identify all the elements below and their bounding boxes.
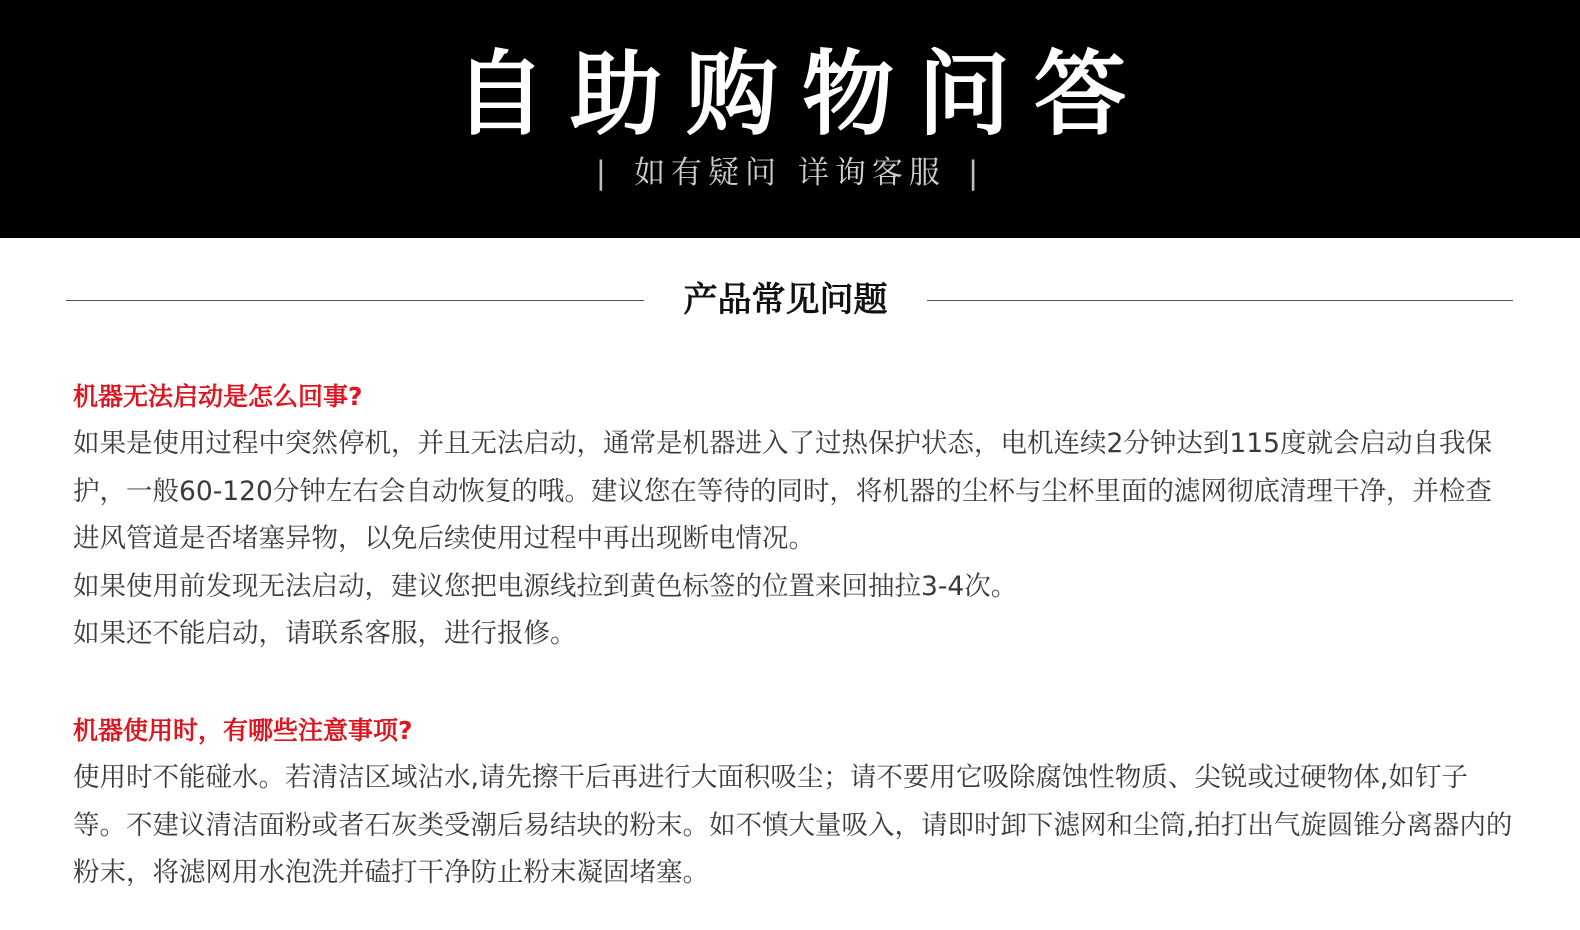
section-heading [0, 276, 1580, 324]
faq-answer [73, 420, 1513, 658]
faq-question: 机器使用时，有哪些注意事项? [73, 716, 413, 745]
answer-paragraph: 如果还不能启动，请联系客服，进行报修。 [73, 618, 577, 649]
page-subtitle [0, 150, 1580, 196]
page-title: 自助购物问答 [453, 41, 1150, 148]
subtitle-text: 如有疑问 详询客服 [634, 155, 946, 191]
heading-divider-right [927, 300, 1513, 301]
faq-answer [73, 754, 1513, 897]
answer-paragraph: 使用时不能碰水。若清洁区域沾水,请先擦干后再进行大面积吸尘；请不要用它吸除腐蚀性物质、尖锐或过硬物体,如钉子等。不建议清洁面粉或者石灰类受潮后易结块的粉末。如不慎大量吸入，请即时卸下滤网和尘筒,拍打出气旋圆锥分离器内的粉末，将滤网用水泡洗并磕打干净防止粉末凝固堵塞。 [73, 762, 1513, 888]
faq-question: 机器无法启动是怎么回事? [73, 382, 363, 411]
heading-divider-left [66, 300, 644, 301]
subtitle-separator-right: | [967, 155, 985, 191]
answer-paragraph: 如果是使用过程中突然停机，并且无法启动，通常是机器进入了过热保护状态，电机连续2分钟达到115度就会启动自我保护，一般60-120分钟左右会自动恢复的哦。建议您在等待的同时，将机器的尘杯与尘杯里面的滤网彻底清理干净，并检查进风管道是否堵塞异物，以免后续使用过程中再出现断电情况。 [73, 428, 1492, 554]
answer-paragraph: 如果使用前发现无法启动，建议您把电源线拉到黄色标签的位置来回抽拉3-4次。 [73, 570, 1018, 602]
subtitle-separator-left: | [595, 155, 613, 191]
section-title: 产品常见问题 [683, 280, 888, 320]
header-banner [0, 0, 1580, 238]
faq-item [73, 708, 1513, 897]
faq-item [73, 374, 1513, 658]
